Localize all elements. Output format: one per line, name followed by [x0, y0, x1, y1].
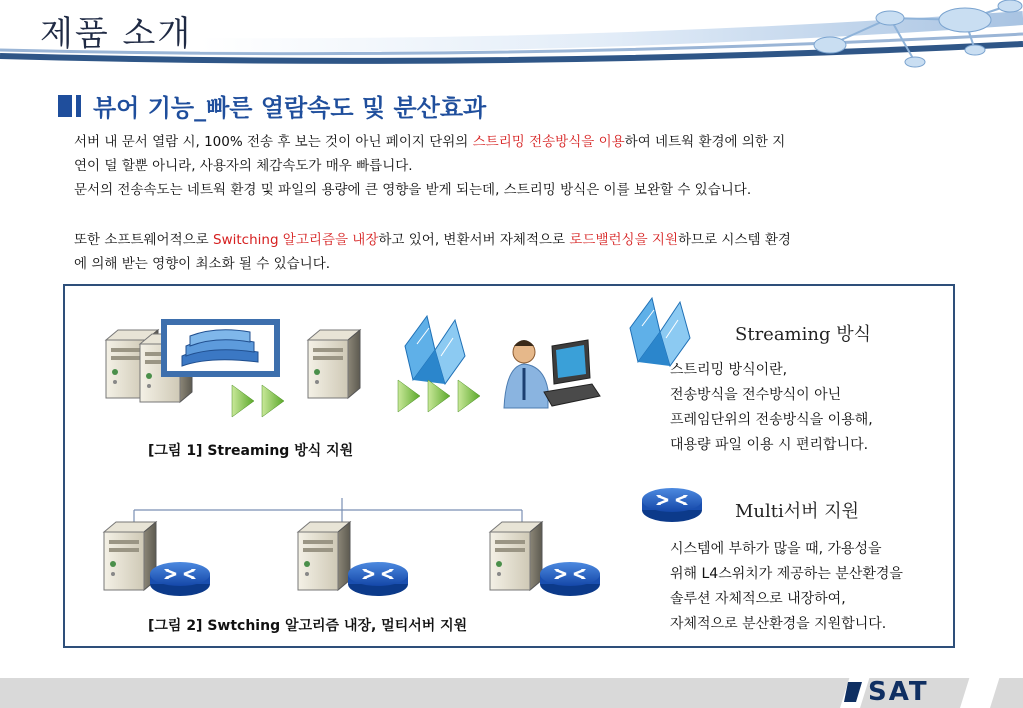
figure-2-caption: [그림 2] Swtching 알고리즘 내장, 멀티서버 지원: [148, 618, 468, 634]
p1-text-a: 서버 내 문서 열람 시, 100% 전송 후 보는 것이 아닌 페이지 단위의: [74, 134, 473, 150]
arrow-right-icon: [398, 380, 420, 412]
multi-line: 솔루션 자체적으로 내장하여,: [670, 591, 846, 607]
streaming-line: 스트리밍 방식이란,: [670, 362, 788, 378]
server-icon: [490, 522, 542, 590]
p1-highlight: 스트리밍 전송방식을 이용: [472, 134, 625, 150]
multi-line: 위해 L4스위치가 제공하는 분산환경을: [670, 566, 903, 582]
router-icon: [150, 562, 210, 596]
server-icon: [298, 522, 350, 590]
multi-server-title: Multi서버 지원: [735, 501, 860, 522]
user-at-computer-icon: [504, 340, 600, 408]
multi-server-description: [670, 537, 903, 637]
arrow-right-icon: [232, 385, 254, 417]
open-book-icon: [630, 298, 690, 366]
server-icon: [104, 522, 156, 590]
open-book-icon: [405, 316, 465, 384]
server-icon: [308, 330, 360, 398]
p3-text-c: 하므로 시스템 환경: [678, 232, 791, 248]
arrow-right-icon: [458, 380, 480, 412]
streaming-line: 프레임단위의 전송방식을 이용해,: [670, 412, 873, 428]
page-title: 제품 소개: [40, 14, 193, 54]
section-title: 뷰어 기능_빠른 열람속도 및 분산효과: [93, 94, 487, 122]
p1-text-b: 하여 네트웍 환경에 의한 지: [624, 134, 786, 150]
streaming-line: 대용량 파일 이용 시 편리합니다.: [670, 437, 869, 453]
multi-line: 시스템에 부하가 많을 때, 가용성을: [670, 541, 882, 557]
streaming-description: [670, 358, 873, 458]
streaming-line: 전송방식을 전수방식이 아닌: [670, 387, 842, 403]
p3-text-b: 하고 있어, 변환서버 자체적으로: [378, 232, 570, 248]
arrow-right-icon: [262, 385, 284, 417]
paragraph-2: 문서의 전송속도는 네트웍 환경 및 파일의 용량에 큰 영향을 받게 되는데, 스트리밍 방식은 이를 보완할 수 있습니다.: [74, 182, 752, 198]
streaming-title: Streaming 방식: [735, 324, 871, 345]
router-icon: [642, 488, 702, 522]
p3-highlight-1: Switching 알고리즘을 내장: [213, 232, 379, 248]
p1-text-c: 연이 덜 할뿐 아니라, 사용자의 체감속도가 매우 빠릅니다.: [74, 158, 413, 174]
router-icon: [540, 562, 600, 596]
p3-text-d: 에 의해 받는 영향이 최소화 될 수 있습니다.: [74, 256, 331, 272]
arrow-right-icon: [428, 380, 450, 412]
sat-logo: SAT: [868, 677, 929, 707]
p3-highlight-2: 로드밸런싱을 지원: [569, 232, 679, 248]
figure-1-caption: [그림 1] Streaming 방식 지원: [148, 443, 354, 459]
router-icon: [348, 562, 408, 596]
multi-line: 자체적으로 분산환경을 지원합니다.: [670, 616, 887, 632]
p3-text-a: 또한 소프트웨어적으로: [74, 232, 213, 248]
